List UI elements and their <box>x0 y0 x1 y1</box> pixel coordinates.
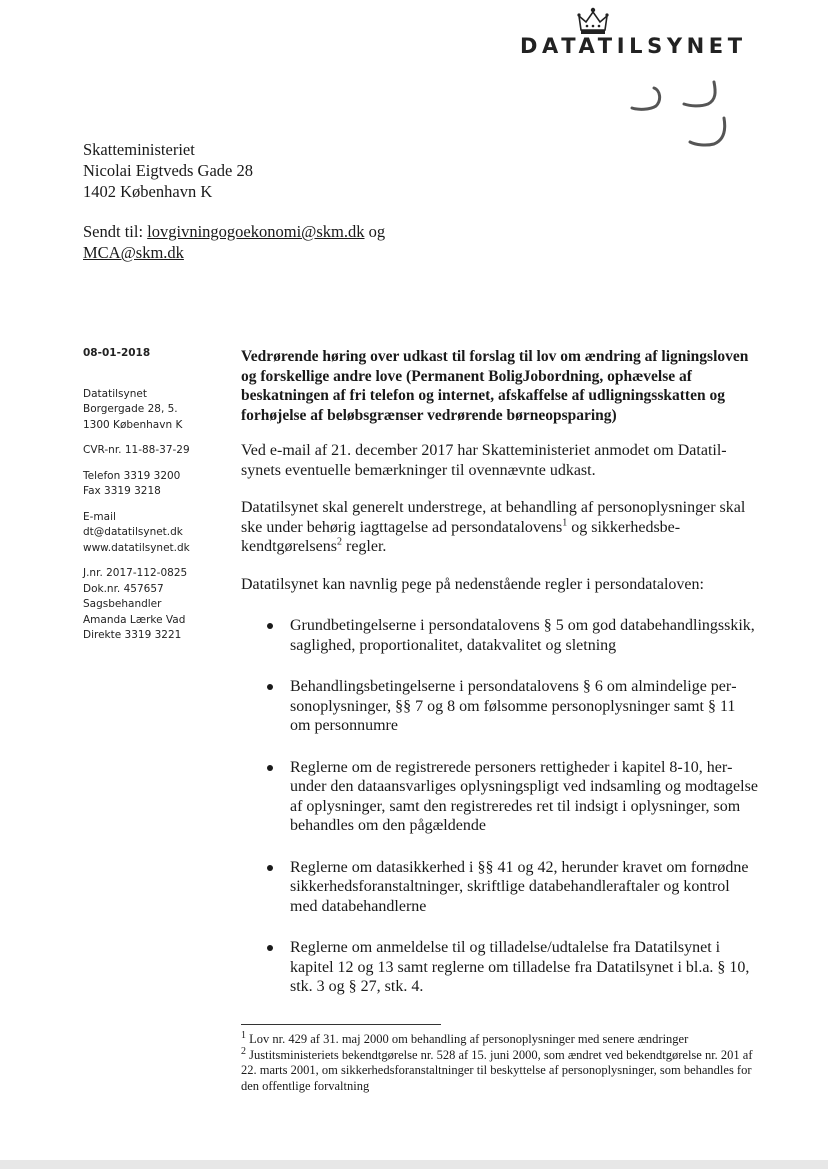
list-item <box>241 758 759 836</box>
phone-numbers <box>83 469 233 500</box>
contact-info <box>83 510 233 557</box>
bullet-icon <box>267 945 273 951</box>
org-name: DATATILSYNET <box>520 34 747 58</box>
footnote-divider <box>241 1024 441 1025</box>
list-item <box>241 858 759 917</box>
list-item-text: Reglerne om anmeldelse til og tilladelse/udtalelse fra Datatilsynet i kapitel 12 og 13 samt reglerne om tilladelse fra Datatilsynet i bl.a. § 10, stk. 3 og § 27, stk. 4. <box>290 939 750 995</box>
handwritten-signature <box>620 78 730 158</box>
bullet-icon <box>267 684 273 690</box>
sidebar-line: Fax 3319 3218 <box>83 485 161 497</box>
list-item <box>241 677 759 736</box>
bullet-icon <box>267 765 273 771</box>
sidebar-line: Amanda Lærke Vad <box>83 613 186 626</box>
sidebar-line: Borgergade 28, 5. <box>83 403 178 415</box>
case-info <box>83 566 233 644</box>
sidebar-line: dt@datatilsynet.dk <box>83 526 183 538</box>
footnote-number: 2 <box>241 1045 246 1057</box>
sender-address <box>83 387 233 434</box>
sidebar-line: Sagsbehandler <box>83 598 162 610</box>
sidebar-line: Dok.nr. 457657 <box>83 582 164 595</box>
letter-date: 08-01-2018 <box>83 347 151 359</box>
sidebar-line: CVR-nr. 11-88-37-29 <box>83 444 190 456</box>
paragraph <box>241 498 759 557</box>
footnote <box>241 1029 771 1048</box>
sidebar-line: J.nr. 2017-112-0825 <box>83 567 188 579</box>
paragraph: Datatilsynet kan navnlig pege på nedenstående regler i persondataloven: <box>241 575 704 593</box>
footnote-text: Justitsministeriets bekendtgørelse nr. 528 af 15. juni 2000, som ændret ved bekendtgørelse nr. 201 af 22. marts 2001, om sikkerhedsforanstaltninger til beskyttelse af personoplysninger, som behandles for den offentlige forvaltning <box>241 1047 753 1093</box>
recipient-line: Skatteministeriet <box>83 140 195 159</box>
recipient-line: Nicolai Eigtveds Gade 28 <box>83 161 253 180</box>
sidebar-line: www.datatilsynet.dk <box>83 541 190 554</box>
paragraph-text: Datatilsynet skal generelt understrege, at behandling af personoplysninger skal ske under behørig iagttagelse ad persondatalovens <box>241 499 746 536</box>
footnotes <box>241 1029 771 1094</box>
rules-list <box>241 616 759 997</box>
sidebar-line: E-mail <box>83 510 116 523</box>
list-item-text: Reglerne om de registrerede personers rettigheder i kapitel 8-10, herunder den dataansvarliges oplysningspligt ved indsamling og modtagelse af oplysninger, samt den registreredes ret til indsigt i oplysninger, som behandles om den pågældende <box>290 758 758 834</box>
sent-to <box>83 221 443 263</box>
list-item <box>241 616 759 655</box>
bullet-icon <box>267 865 273 871</box>
sidebar-line: Datatilsynet <box>83 387 147 400</box>
recipient-line: 1402 København K <box>83 182 213 201</box>
sidebar-info <box>83 346 233 654</box>
paragraph: Ved e-mail af 21. december 2017 har Skatteministeriet anmodet om Datatilsynets eventuelle bemærkninger til ovennævnte udkast. <box>241 442 727 479</box>
list-item-text: Reglerne om datasikkerhed i §§ 41 og 42, herunder kravet om fornødne sikkerhedsforanstaltninger, skriftlige databehandleraftaler og kontrol med databehandlerne <box>290 858 749 915</box>
bullet-icon <box>267 623 273 629</box>
cvr-number <box>83 443 233 459</box>
letter-subject: Vedrørende høring over udkast til forslag til lov om ændring af ligningsloven og forskellige andre love (Permanent BoligJobordning, ophævelse af beskatningen af fri telefon og internet, afskaffelse af udligningsskatten og forhøjelse af beløbsgrænser vedrørende børneopsparing) <box>241 348 749 424</box>
paragraph-text: regler. <box>341 538 387 555</box>
sidebar-line: 1300 København K <box>83 418 183 431</box>
footnote-ref: 1 <box>562 517 568 529</box>
list-item <box>241 938 759 997</box>
scan-edge <box>0 1160 828 1169</box>
sidebar-line: Direkte 3319 3221 <box>83 629 182 641</box>
footnote-text: Lov nr. 429 af 31. maj 2000 om behandling af personoplysninger med senere ændringer <box>246 1032 689 1046</box>
crown-icon <box>576 6 610 36</box>
footnote-number: 1 <box>241 1029 246 1041</box>
footnote-ref: 2 <box>336 536 342 548</box>
sidebar-line: Telefon 3319 3200 <box>83 469 181 482</box>
letter-body <box>241 347 759 1019</box>
paragraph-text: og sikkerhedsbekendtgørelsens <box>241 518 681 555</box>
sent-to-connector: og <box>364 222 386 241</box>
list-item-text: Behandlingsbetingelserne i persondatalovens § 6 om almindelige personoplysninger, §§ 7 og 8 om følsomme personoplysninger samt § 11 om personnumre <box>290 678 737 734</box>
list-item-text: Grundbetingelserne i persondatalovens § 5 om god databehandlingsskik, saglighed, proportionalitet, datakvalitet og sletning <box>290 617 755 654</box>
email-link[interactable]: lovgivningogoekonomi@skm.dk <box>147 222 365 241</box>
sent-to-prefix: Sendt til: <box>83 222 148 241</box>
email-link[interactable]: MCA@skm.dk <box>83 243 184 262</box>
footnote <box>241 1045 771 1095</box>
recipient-address <box>83 139 253 202</box>
